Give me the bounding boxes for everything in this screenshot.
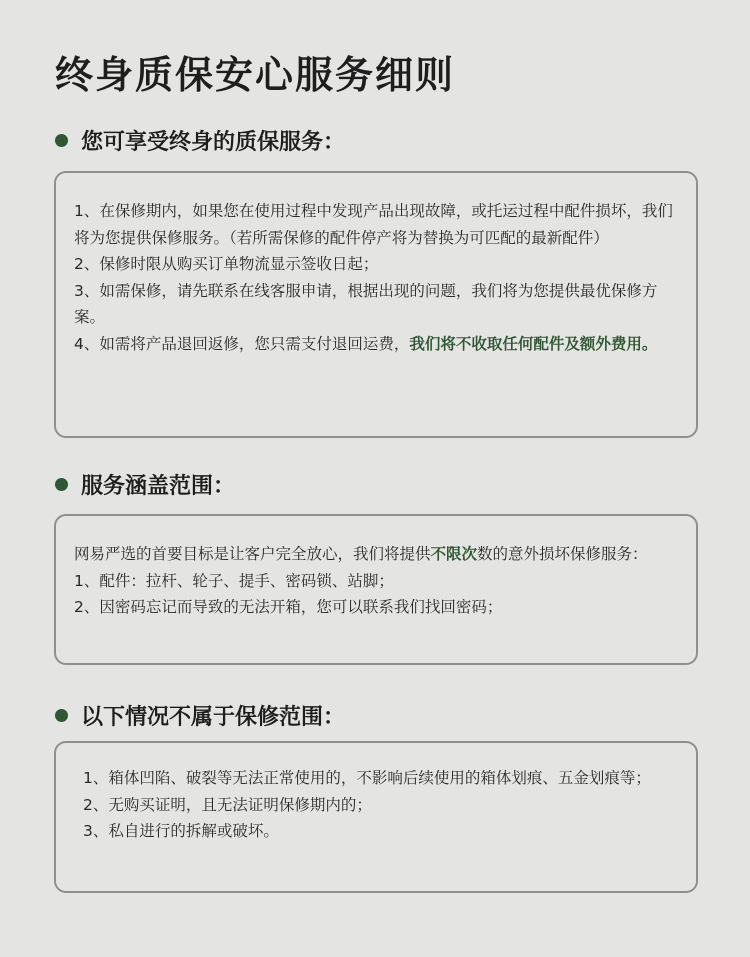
exclusions-item-1: 1、箱体凹陷、破裂等无法正常使用的，不影响后续使用的箱体划痕、五金划痕等； <box>83 769 651 787</box>
section-heading-coverage <box>55 469 235 500</box>
bullet-dot-icon <box>55 709 68 722</box>
section-heading-text: 您可享受终身的质保服务： <box>81 130 346 155</box>
section-heading-warranty <box>55 125 345 156</box>
warranty-card <box>54 171 698 438</box>
warranty-item-4-text: 4、如需将产品退回返修，您只需支付退回运费， <box>74 334 410 353</box>
bullet-dot-icon <box>55 134 68 147</box>
coverage-card <box>54 514 698 665</box>
warranty-item-2: 2、保修时限从购买订单物流显示签收日起； <box>74 255 379 273</box>
coverage-intro <box>74 541 682 568</box>
warranty-item-4-highlight: 我们将不收取任何配件及额外费用。 <box>409 334 658 353</box>
coverage-intro-highlight: 不限次 <box>430 545 478 563</box>
warranty-item-3: 3、如需保修，请先联系在线客服申请，根据出现的问题，我们将为您提供最优保修方案。 <box>74 281 658 326</box>
warranty-item-4 <box>74 331 680 358</box>
warranty-item-1: 1、在保修期内，如果您在使用过程中发现产品出现故障，或托运过程中配件损坏，我们将为您提供保修服务。（若所需保修的配件停产将为替换为可匹配的最新配件） <box>74 202 673 247</box>
exclusions-item-2: 2、无购买证明，且无法证明保修期内的； <box>83 795 372 814</box>
section-heading-exclusions <box>55 700 345 731</box>
section-heading-text: 以下情况不属于保修范围： <box>81 705 346 730</box>
exclusions-card <box>54 741 698 893</box>
page-title: 终身质保安心服务细则 <box>55 53 456 97</box>
coverage-intro-before: 网易严选的首要目标是让客户完全放心，我们将提供 <box>74 545 431 563</box>
section-heading-text: 服务涵盖范围： <box>81 474 236 499</box>
coverage-item-1: 1、配件：拉杆、轮子、提手、密码锁、站脚； <box>74 571 394 590</box>
exclusions-item-3: 3、私自进行的拆解或破坏。 <box>83 822 279 840</box>
bullet-dot-icon <box>55 478 68 491</box>
coverage-item-2: 2、因密码忘记而导致的无法开箱，您可以联系我们找回密码； <box>74 598 503 616</box>
coverage-intro-after: 数的意外损坏保修服务： <box>477 545 648 563</box>
